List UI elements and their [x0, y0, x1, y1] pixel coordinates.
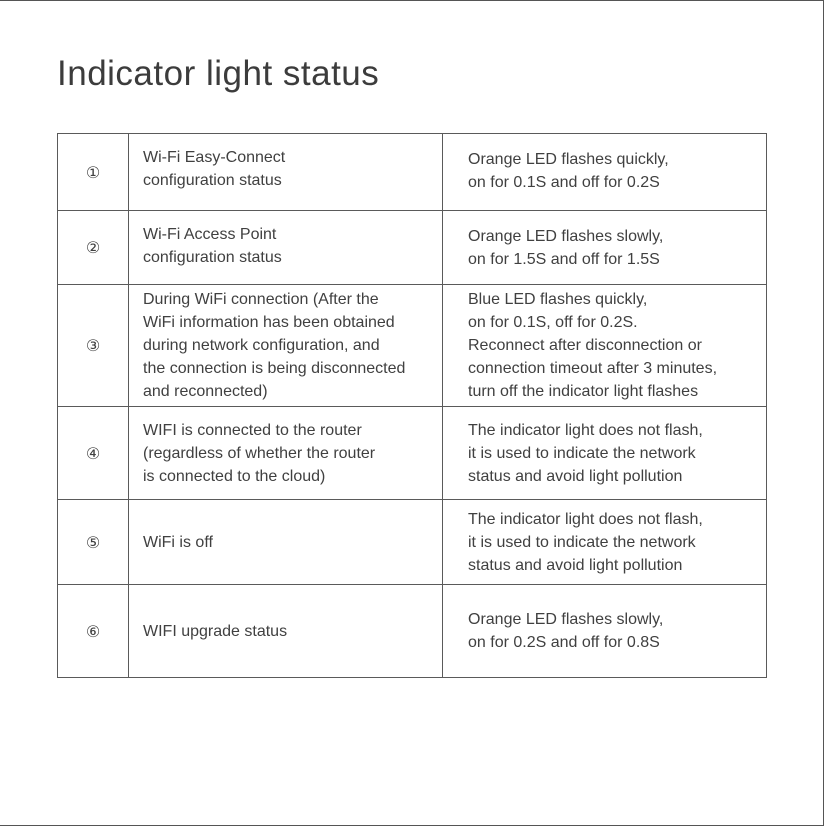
status-text: (regardless of whether the router: [143, 444, 376, 462]
status-text: configuration status: [143, 249, 282, 266]
description-cell: [443, 500, 767, 585]
table-row: [58, 134, 767, 211]
row-number: ⑤: [58, 500, 129, 585]
table-row: [58, 585, 767, 678]
description-text: Orange LED flashes slowly,: [468, 611, 664, 628]
status-text: WiFi is off: [143, 533, 213, 551]
description-cell: [443, 211, 767, 285]
row-number: ④: [58, 407, 129, 500]
description-text: it is used to indicate the network: [468, 444, 696, 462]
table-row: [58, 285, 767, 407]
description-text: on for 0.1S and off for 0.2S: [468, 174, 660, 191]
description-cell: [443, 407, 767, 500]
description-text: The indicator light does not flash,: [468, 510, 703, 528]
status-cell: [129, 134, 443, 211]
status-text: WIFI is connected to the router: [143, 421, 362, 439]
table-row: [58, 407, 767, 500]
description-text: Orange LED flashes slowly,: [468, 228, 664, 245]
status-text: During WiFi connection (After the: [143, 291, 379, 308]
description-text: on for 0.1S, off for 0.2S.: [468, 314, 638, 331]
status-text: WiFi information has been obtained: [143, 314, 395, 331]
description-text: turn off the indicator light flashes: [468, 383, 699, 400]
page-title: Indicator light status: [57, 54, 380, 93]
description-text: status and avoid light pollution: [468, 556, 683, 574]
row-number: ⑥: [58, 585, 129, 678]
description-text: Orange LED flashes quickly,: [468, 151, 669, 168]
description-cell: [443, 585, 767, 678]
row-number: ②: [58, 211, 129, 285]
status-text: configuration status: [143, 172, 282, 189]
description-text: on for 1.5S and off for 1.5S: [468, 251, 660, 268]
status-cell: [129, 585, 443, 678]
description-text: status and avoid light pollution: [468, 467, 683, 485]
table-row: [58, 500, 767, 585]
status-text: Wi-Fi Access Point: [143, 226, 277, 243]
description-text: on for 0.2S and off for 0.8S: [468, 634, 660, 651]
table-row: [58, 211, 767, 285]
status-text: the connection is being disconnected: [143, 360, 406, 377]
description-cell: [443, 134, 767, 211]
status-text: WIFI upgrade status: [143, 622, 288, 640]
description-cell: [443, 285, 767, 407]
description-text: connection timeout after 3 minutes,: [468, 360, 718, 377]
status-cell: [129, 285, 443, 407]
row-number: ①: [58, 134, 129, 211]
status-cell: [129, 211, 443, 285]
row-number: ③: [58, 285, 129, 407]
status-cell: [129, 500, 443, 585]
status-text: is connected to the cloud): [143, 467, 326, 485]
description-text: The indicator light does not flash,: [468, 421, 703, 439]
description-text: it is used to indicate the network: [468, 533, 696, 551]
status-cell: [129, 407, 443, 500]
status-text: and reconnected): [143, 383, 268, 400]
description-text: Reconnect after disconnection or: [468, 337, 702, 354]
description-text: Blue LED flashes quickly,: [468, 291, 648, 308]
status-text: during network configuration, and: [143, 337, 380, 354]
indicator-status-table: [57, 133, 767, 678]
status-text: Wi-Fi Easy-Connect: [143, 149, 286, 166]
